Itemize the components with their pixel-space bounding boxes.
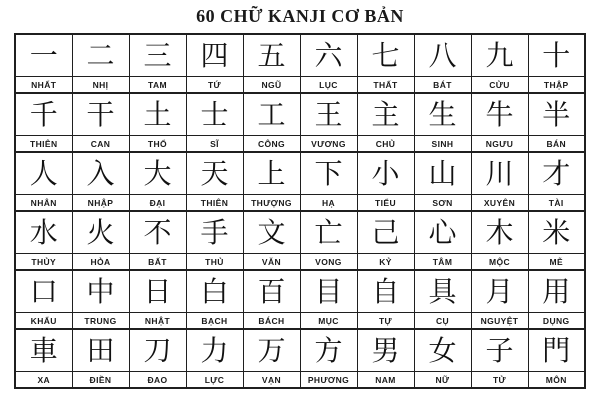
kanji-cell: 五 bbox=[243, 34, 300, 77]
kanji-cell: 自 bbox=[357, 270, 414, 313]
kanji-row bbox=[15, 93, 585, 136]
reading-cell: KỶ bbox=[357, 254, 414, 271]
reading-cell: VONG bbox=[300, 254, 357, 271]
reading-cell: LỤC bbox=[300, 77, 357, 94]
reading-row bbox=[15, 136, 585, 153]
kanji-cell: 水 bbox=[15, 211, 72, 254]
kanji-cell: 白 bbox=[186, 270, 243, 313]
reading-cell: XUYÊN bbox=[471, 195, 528, 212]
kanji-cell: 不 bbox=[129, 211, 186, 254]
reading-cell: ĐẠI bbox=[129, 195, 186, 212]
kanji-cell: 川 bbox=[471, 152, 528, 195]
reading-cell: HẠ bbox=[300, 195, 357, 212]
kanji-cell: 一 bbox=[15, 34, 72, 77]
kanji-cell: 王 bbox=[300, 93, 357, 136]
reading-cell: NHẬT bbox=[129, 313, 186, 330]
reading-cell: NGŨ bbox=[243, 77, 300, 94]
kanji-cell: 具 bbox=[414, 270, 471, 313]
reading-cell: CHỦ bbox=[357, 136, 414, 153]
reading-cell: THIÊN bbox=[186, 195, 243, 212]
kanji-cell: 火 bbox=[72, 211, 129, 254]
reading-cell: NHẤT bbox=[15, 77, 72, 94]
reading-cell: LỰC bbox=[186, 372, 243, 389]
kanji-row bbox=[15, 152, 585, 195]
kanji-cell: 入 bbox=[72, 152, 129, 195]
kanji-row bbox=[15, 211, 585, 254]
kanji-row bbox=[15, 34, 585, 77]
kanji-cell: 土 bbox=[129, 93, 186, 136]
reading-cell: PHƯƠNG bbox=[300, 372, 357, 389]
reading-cell: CỬU bbox=[471, 77, 528, 94]
reading-cell: THỦY bbox=[15, 254, 72, 271]
kanji-cell: 日 bbox=[129, 270, 186, 313]
reading-cell: NGUYỆT bbox=[471, 313, 528, 330]
kanji-cell: 方 bbox=[300, 329, 357, 372]
kanji-cell: 月 bbox=[471, 270, 528, 313]
kanji-cell: 千 bbox=[15, 93, 72, 136]
kanji-cell: 半 bbox=[528, 93, 585, 136]
reading-cell: CÔNG bbox=[243, 136, 300, 153]
reading-cell: NGƯU bbox=[471, 136, 528, 153]
reading-cell: TỰ bbox=[357, 313, 414, 330]
kanji-cell: 中 bbox=[72, 270, 129, 313]
kanji-cell: 干 bbox=[72, 93, 129, 136]
reading-cell: NAM bbox=[357, 372, 414, 389]
kanji-cell: 己 bbox=[357, 211, 414, 254]
reading-cell: TAM bbox=[129, 77, 186, 94]
kanji-cell: 生 bbox=[414, 93, 471, 136]
reading-cell: ĐAO bbox=[129, 372, 186, 389]
kanji-cell: 用 bbox=[528, 270, 585, 313]
kanji-cell: 女 bbox=[414, 329, 471, 372]
reading-cell: BẠCH bbox=[186, 313, 243, 330]
kanji-cell: 心 bbox=[414, 211, 471, 254]
reading-cell: SĨ bbox=[186, 136, 243, 153]
page-title: 60 CHỮ KANJI CƠ BẢN bbox=[196, 6, 404, 26]
reading-cell: MÔN bbox=[528, 372, 585, 389]
kanji-cell: 門 bbox=[528, 329, 585, 372]
kanji-cell: 小 bbox=[357, 152, 414, 195]
kanji-cell: 牛 bbox=[471, 93, 528, 136]
kanji-cell: 文 bbox=[243, 211, 300, 254]
kanji-cell: 百 bbox=[243, 270, 300, 313]
reading-cell: DỤNG bbox=[528, 313, 585, 330]
kanji-cell: 木 bbox=[471, 211, 528, 254]
kanji-cell: 米 bbox=[528, 211, 585, 254]
reading-cell: NHỊ bbox=[72, 77, 129, 94]
reading-cell: THỦ bbox=[186, 254, 243, 271]
reading-cell: BÁCH bbox=[243, 313, 300, 330]
kanji-cell: 目 bbox=[300, 270, 357, 313]
reading-cell: MỤC bbox=[300, 313, 357, 330]
reading-cell: ĐIỀN bbox=[72, 372, 129, 389]
kanji-cell: 子 bbox=[471, 329, 528, 372]
reading-cell: BÁT bbox=[414, 77, 471, 94]
kanji-cell: 口 bbox=[15, 270, 72, 313]
reading-cell: TỨ bbox=[186, 77, 243, 94]
reading-cell: KHẨU bbox=[15, 313, 72, 330]
kanji-cell: 亡 bbox=[300, 211, 357, 254]
kanji-row bbox=[15, 329, 585, 372]
reading-row bbox=[15, 372, 585, 389]
reading-cell: NHẬP bbox=[72, 195, 129, 212]
reading-cell: CỤ bbox=[414, 313, 471, 330]
kanji-cell: 力 bbox=[186, 329, 243, 372]
kanji-cell: 刀 bbox=[129, 329, 186, 372]
kanji-table-body bbox=[15, 34, 585, 388]
reading-cell: VƯƠNG bbox=[300, 136, 357, 153]
reading-cell: THẤT bbox=[357, 77, 414, 94]
kanji-cell: 万 bbox=[243, 329, 300, 372]
kanji-cell: 九 bbox=[471, 34, 528, 77]
kanji-table bbox=[14, 33, 586, 389]
reading-cell: MỄ bbox=[528, 254, 585, 271]
kanji-cell: 才 bbox=[528, 152, 585, 195]
kanji-cell: 大 bbox=[129, 152, 186, 195]
kanji-cell: 主 bbox=[357, 93, 414, 136]
reading-cell: TIỂU bbox=[357, 195, 414, 212]
kanji-cell: 人 bbox=[15, 152, 72, 195]
reading-cell: THƯỢNG bbox=[243, 195, 300, 212]
kanji-cell: 工 bbox=[243, 93, 300, 136]
reading-cell: TÀI bbox=[528, 195, 585, 212]
kanji-row bbox=[15, 270, 585, 313]
reading-cell: THỔ bbox=[129, 136, 186, 153]
reading-cell: THIÊN bbox=[15, 136, 72, 153]
reading-cell: BÁN bbox=[528, 136, 585, 153]
reading-cell: TỬ bbox=[471, 372, 528, 389]
reading-row bbox=[15, 77, 585, 94]
kanji-cell: 四 bbox=[186, 34, 243, 77]
reading-cell: NHÂN bbox=[15, 195, 72, 212]
kanji-cell: 三 bbox=[129, 34, 186, 77]
kanji-cell: 男 bbox=[357, 329, 414, 372]
kanji-cell: 十 bbox=[528, 34, 585, 77]
reading-row bbox=[15, 254, 585, 271]
reading-cell: XA bbox=[15, 372, 72, 389]
reading-cell: THẬP bbox=[528, 77, 585, 94]
reading-row bbox=[15, 195, 585, 212]
kanji-cell: 車 bbox=[15, 329, 72, 372]
reading-cell: VẠN bbox=[243, 372, 300, 389]
kanji-cell: 士 bbox=[186, 93, 243, 136]
reading-cell: SINH bbox=[414, 136, 471, 153]
reading-cell: TRUNG bbox=[72, 313, 129, 330]
reading-cell: HỎA bbox=[72, 254, 129, 271]
kanji-cell: 山 bbox=[414, 152, 471, 195]
kanji-cell: 天 bbox=[186, 152, 243, 195]
kanji-cell: 手 bbox=[186, 211, 243, 254]
reading-cell: BẤT bbox=[129, 254, 186, 271]
kanji-cell: 六 bbox=[300, 34, 357, 77]
kanji-cell: 上 bbox=[243, 152, 300, 195]
kanji-cell: 田 bbox=[72, 329, 129, 372]
kanji-cell: 二 bbox=[72, 34, 129, 77]
reading-cell: SƠN bbox=[414, 195, 471, 212]
reading-cell: NỮ bbox=[414, 372, 471, 389]
reading-row bbox=[15, 313, 585, 330]
reading-cell: MỘC bbox=[471, 254, 528, 271]
kanji-cell: 八 bbox=[414, 34, 471, 77]
reading-cell: VĂN bbox=[243, 254, 300, 271]
kanji-cell: 下 bbox=[300, 152, 357, 195]
reading-cell: CAN bbox=[72, 136, 129, 153]
kanji-cell: 七 bbox=[357, 34, 414, 77]
reading-cell: TÂM bbox=[414, 254, 471, 271]
